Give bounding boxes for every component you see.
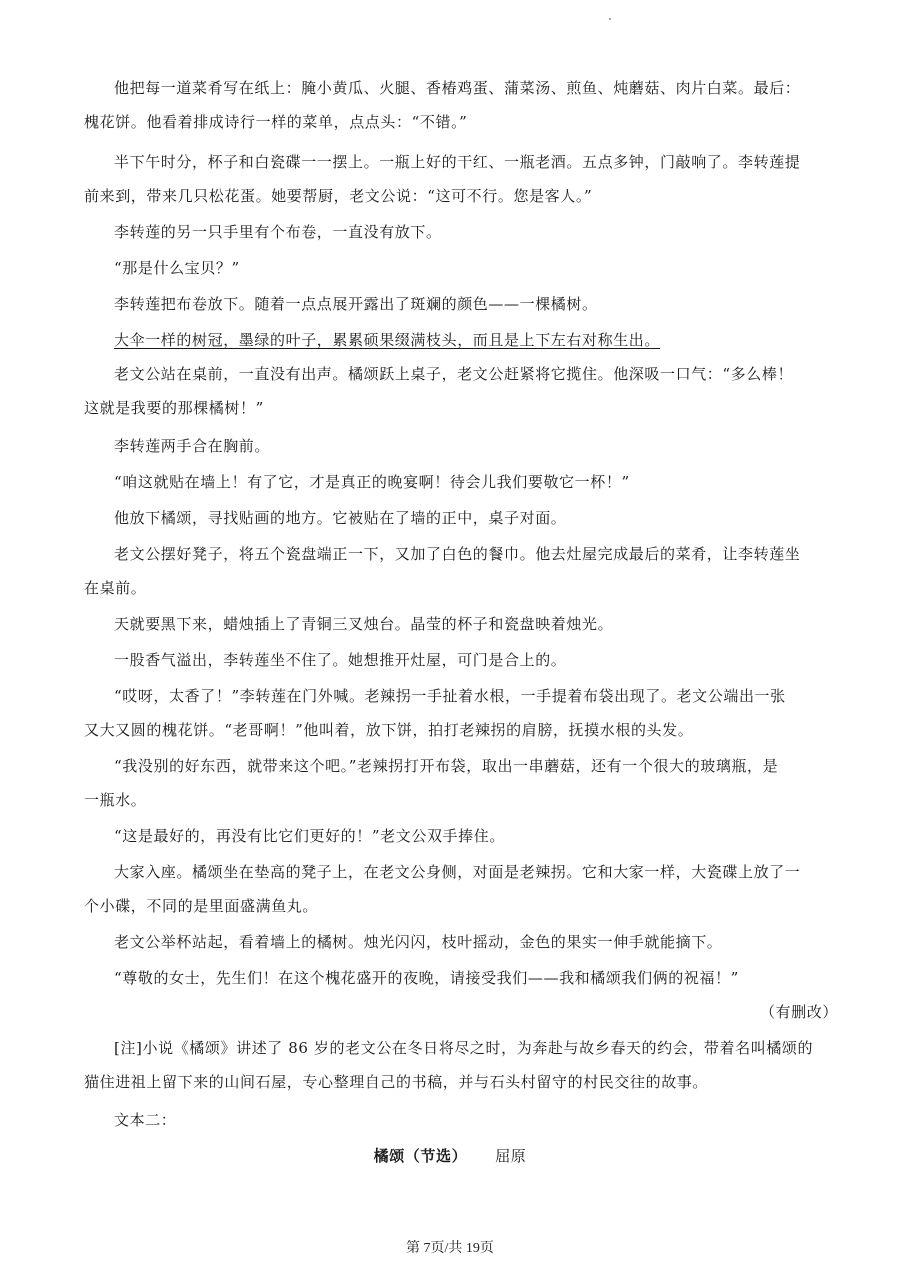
paragraph-line: 李转莲把布卷放下。随着一点点展开露出了斑斓的颜色——一棵橘树。 — [114, 295, 598, 313]
paragraph-line: 前来到，带来几只松花蛋。她要帮厨，老文公说：“这可不行。您是客人。” — [84, 187, 593, 205]
paragraph-line: “我没别的好东西，就带来这个吧。”老辣拐打开布袋，取出一串蘑菇，还有一个很大的玻璃瓶，是 — [114, 757, 779, 775]
source-note: （有删改） — [759, 1003, 838, 1021]
annotation-line: [注]小说《橘颂》讲述了 86 岁的老文公在冬日将尽之时，为奔赴与故乡春天的约会，带着名叫橘颂的 — [114, 1039, 814, 1057]
section-label: 文本二： — [114, 1111, 177, 1129]
dialogue-line: “那是什么宝贝？” — [114, 259, 240, 277]
paragraph-line: 他把每一道菜肴写在纸上：腌小黄瓜、火腿、香椿鸡蛋、蒲菜汤、煎鱼、炖蘑菇、肉片白菜。最后： — [114, 79, 801, 97]
paragraph-line: 老文公摆好凳子，将五个瓷盘端正一下，又加了白色的餐巾。他去灶屋完成最后的菜肴，让李转莲坐 — [114, 545, 801, 563]
dialogue-line: “这是最好的，再没有比它们更好的！”老文公双手捧住。 — [114, 827, 505, 845]
paragraph-line: 在桌前。 — [84, 579, 147, 597]
paragraph-line: 老文公站在桌前，一直没有出声。橘颂跃上桌子，老文公赶紧将它揽住。他深吸一口气：“多么棒！ — [114, 365, 794, 383]
dialogue-line: “尊敬的女士，先生们！在这个槐花盛开的夜晚，请接受我们——我和橘颂我们俩的祝福！” — [114, 969, 739, 987]
paragraph-line: 天就要黑下来，蜡烛插上了青铜三叉烛台。晶莹的杯子和瓷盘映着烛光。 — [114, 615, 614, 633]
paragraph-line: 个小碟，不同的是里面盛满鱼丸。 — [84, 897, 319, 915]
paragraph-line: 李转莲两手合在胸前。 — [114, 437, 271, 455]
underlined-sentence: 大伞一样的树冠，墨绿的叶子，累累硕果缀满枝头，而且是上下左右对称生出。 — [114, 331, 661, 349]
paragraph-line: 槐花饼。他看着排成诗行一样的菜单，点点头：“不错。” — [84, 113, 468, 131]
paragraph-line: 他放下橘颂，寻找贴画的地方。它被贴在了墙的正中，桌子对面。 — [114, 509, 567, 527]
paragraph-line: 一瓶水。 — [84, 791, 147, 809]
annotation-line: 猫住进祖上留下来的山间石屋，专心整理自己的书稿，并与石头村留守的村民交往的故事。 — [84, 1073, 709, 1091]
page-footer: 第 7页/共 19页 — [406, 1241, 494, 1256]
paragraph-line: 老文公举杯站起，看着墙上的橘树。烛光闪闪，枝叶摇动，金色的果实一伸手就能摘下。 — [114, 933, 723, 951]
poem-title: 橘颂（节选） — [373, 1147, 468, 1165]
dialogue-line: “咱这就贴在墙上！有了它，才是真正的晚宴啊！待会儿我们要敬它一杯！” — [114, 473, 630, 491]
paragraph-line: 又大又圆的槐花饼。“老哥啊！”他叫着，放下饼，拍打老辣拐的肩膀，抚摸水根的头发。 — [84, 721, 694, 739]
paragraph-line: 大家入座。橘颂坐在垫高的凳子上，在老文公身侧，对面是老辣拐。它和大家一样，大瓷碟上放了一 — [114, 863, 801, 881]
paragraph-line: 一股香气溢出，李转莲坐不住了。她想推开灶屋，可门是合上的。 — [114, 651, 567, 669]
poem-heading — [0, 1146, 900, 1166]
poem-author: 屈原 — [495, 1147, 527, 1165]
paragraph-line: 这就是我要的那棵橘树！” — [84, 399, 264, 417]
paragraph-line: “哎呀，太香了！”李转莲在门外喊。老辣拐一手扯着水根，一手提着布袋出现了。老文公端出一张 — [114, 687, 786, 705]
paragraph-line: 李转莲的另一只手里有个布卷，一直没有放下。 — [114, 223, 442, 241]
paragraph-line: 半下午时分，杯子和白瓷碟一一摆上。一瓶上好的干红、一瓶老酒。五点多钟，门敲响了。李转莲提 — [114, 153, 801, 171]
scan-speck — [609, 18, 611, 20]
